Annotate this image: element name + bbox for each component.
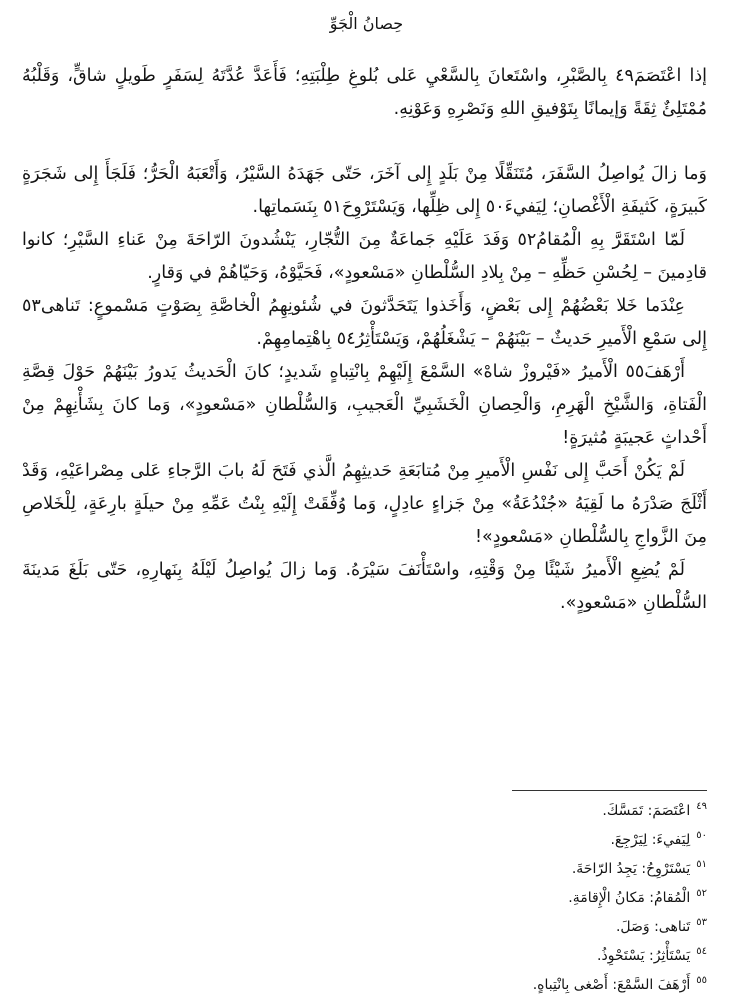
footnote-item	[260, 855, 707, 884]
footnote-text: الْمُقامُ: مَكانُ الْإِقامَةِ.	[568, 890, 691, 906]
footnote-text: لِيَفيءَ: لِيَرْجِعَ.	[610, 832, 691, 848]
running-header: حِصانُ الْجَوِّ	[329, 14, 404, 33]
paragraph-4: عِنْدَما خَلا بَعْضُهُمْ إِلى بَعْضٍ، وَأَخَذوا يَتَحَدَّثونَ في شُئونِهِمُ الْخاصَّةِ بِصَوْتٍ مَسْموعٍ: تَناهى٥٣ إِلى سَمْعِ الْأَميرِ حَديثٌ – بَيْنَهُمْ – يَشْغَلُهُمْ، وَيَسْتَأْثِرُ٥٤ بِاهْتِمامِهِمْ.	[22, 296, 707, 349]
paragraph-7: لَمْ يُضِعِ الْأَميرُ شَيْئًا مِنْ وَقْتِهِ، واسْتَأْنَفَ سَيْرَهُ. وَما زالَ يُواصِلُ لَيْلَهُ بِنَهارِهِ، حَتّى بَلَغَ مَدينَةَ السُّلْطانِ «مَسْعودٍ».	[22, 560, 707, 613]
paragraph-1: إذا اعْتَصَمَ٤٩ بِالصَّبْرِ، واسْتَعانَ بِالسَّعْيِ عَلى بُلوغِ طِلْبَتِهِ؛ فَأَعَدَّ عُدَّتَهُ لِسَفَرٍ طَويلٍ شاقٍّ، وَقَلْبُهُ مُمْتَلِئٌ ثِقَةً وَإيمانًا بِتَوْفيقِ اللهِ وَنَصْرِهِ وَعَوْنِهِ.	[22, 66, 707, 119]
paragraph-2: وَما زالَ يُواصِلُ السَّفَرَ، مُتَنَقِّلًا مِنْ بَلَدٍ إِلى آخَرَ، حَتّى جَهَدَهُ السَّيْرُ، وَأَتْعَبَهُ الْحَرُّ؛ فَلَجَأَ إِلى شَجَرَةٍ كَبيرَةٍ، كَثيفَةِ الْأَغْصانِ؛ لِيَفيءَ٥٠ إِلى ظِلِّها، وَيَسْتَرْوِحَ٥١ بِنَسَماتِها.	[22, 164, 707, 217]
footnote-text: تَناهى: وَصَلَ.	[615, 919, 691, 935]
footnote-item	[260, 826, 707, 855]
footnote-number: ٥٠	[696, 830, 707, 842]
footnote-text: اعْتَصَمَ: تَمَسَّكَ.	[602, 803, 691, 819]
body-text	[22, 60, 707, 620]
footnotes-list	[260, 797, 707, 1000]
footnote-item	[260, 913, 707, 942]
footnote-divider	[512, 790, 707, 791]
footnote-text: يَسْتَأْثِرُ: يَسْتَحْوِذُ.	[597, 948, 691, 964]
paragraph-5: أَرْهَفَ٥٥ الْأَميرُ «فَيْروزْ شاهْ» السَّمْعَ إِلَيْهِمْ بِانْتِباهٍ شَديدٍ؛ كانَ الْحَديثُ يَدورُ بَيْنَهُمْ حَوْلَ قِصَّةِ الْفَتاةِ، وَالشَّيْخِ الْهَرِمِ، وَالْحِصانِ الْخَشَبِيِّ الْعَجيبِ، وَالسُّلْطانِ «مَسْعودٍ»، وَما كانَ بِشَأْنِهِمْ مِنْ أَحْداثٍ عَجيبَةٍ مُثيرَةٍ!	[22, 362, 707, 448]
footnote-item	[260, 797, 707, 826]
footnote-number: ٥٣	[696, 917, 707, 929]
footnote-item	[260, 884, 707, 913]
footnote-item	[260, 942, 707, 971]
paragraph-3: لَمّا اسْتَقَرَّ بِهِ الْمُقامُ٥٢ وَفَدَ عَلَيْهِ جَماعَةٌ مِنَ التُّجّارِ، يَنْشُدونَ الرّاحَةَ مِنْ عَناءِ السَّيْرِ؛ كانوا قادِمينَ – لِحُسْنِ حَظِّهِ – مِنْ بِلادِ السُّلْطانِ «مَسْعودٍ»، فَحَيَّوْهُ، وَحَيّاهُمْ في وَقارٍ.	[22, 230, 707, 283]
paragraph-6: لَمْ يَكُنْ أَحَبَّ إِلى نَفْسِ الْأَميرِ مِنْ مُتابَعَةِ حَديثِهِمُ الَّذي فَتَحَ لَهُ بابَ الرَّجاءِ عَلى مِصْراعَيْهِ، وَقَدْ أَثْلَجَ صَدْرَهُ ما لَقِيَهُ «جُنْدُعَةُ» مِنْ جَزاءٍ عادِلٍ، وَما وُفِّقَتْ إِلَيْهِ بِنْتُ عَمِّهِ مِنْ حيلَةٍ بارِعَةٍ، لِلْخَلاصِ مِنَ الزَّواجِ بِالسُّلْطانِ «مَسْعودٍ»!	[22, 461, 707, 547]
footnote-text: يَسْتَرْوِحُ: يَجِدُ الرّاحَةَ.	[571, 861, 691, 877]
footnote-number: ٥١	[696, 859, 707, 871]
footnote-number: ٥٢	[696, 888, 707, 900]
footnote-number: ٤٩	[696, 801, 707, 813]
footnote-number: ٥٤	[696, 946, 707, 958]
footnote-number: ٥٥	[696, 975, 707, 987]
footnote-text: أَرْهَفَ السَّمْعَ: أَصْغى بِانْتِباهٍ.	[532, 977, 691, 993]
footnote-item	[260, 971, 707, 1000]
